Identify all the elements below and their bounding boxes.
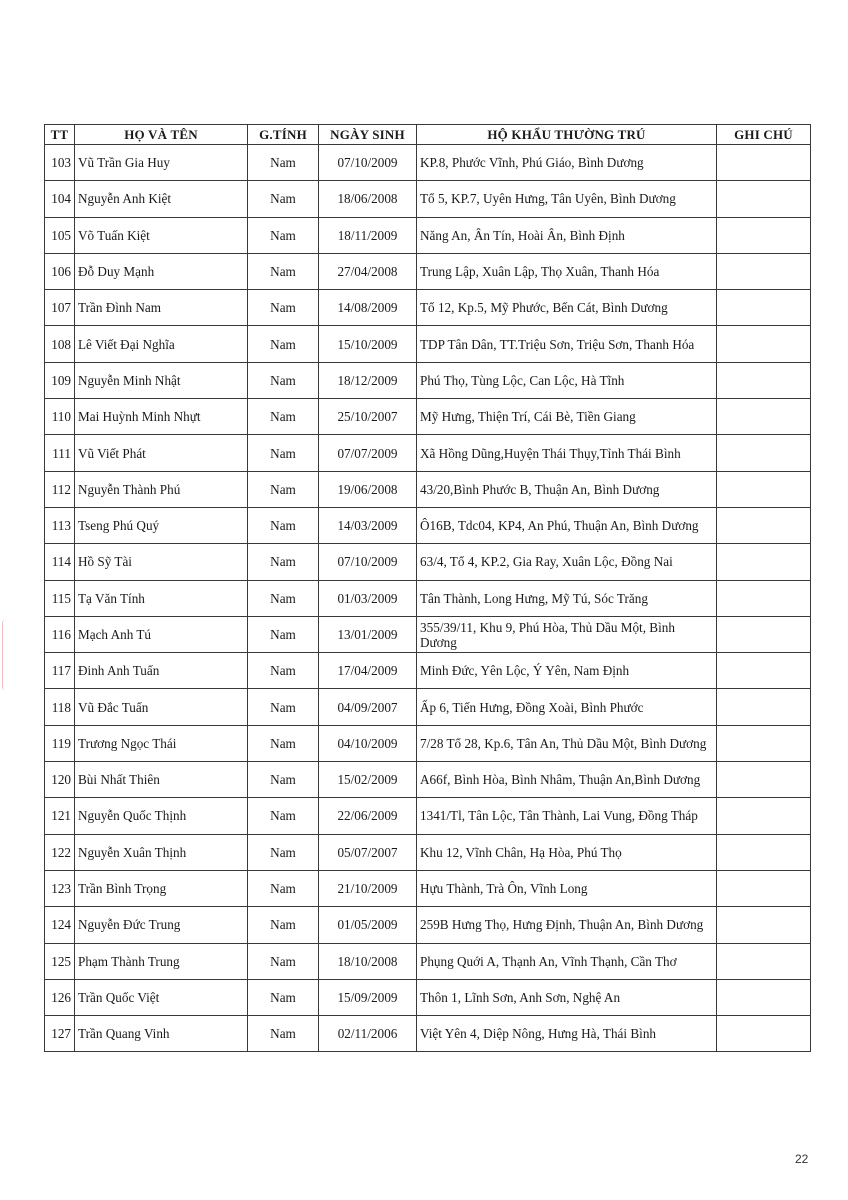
row-number: 109: [45, 362, 75, 398]
student-note: [717, 544, 811, 580]
header-row: [45, 125, 811, 145]
table-row: [45, 689, 811, 725]
student-address: Phụng Quới A, Thạnh An, Vĩnh Thạnh, Cần Thơ: [417, 943, 717, 979]
row-number: 108: [45, 326, 75, 362]
student-name: Tseng Phú Quý: [75, 507, 248, 543]
student-address: 7/28 Tổ 28, Kp.6, Tân An, Thủ Dầu Một, Bình Dương: [417, 725, 717, 761]
student-gender: Nam: [248, 689, 319, 725]
student-address: Khu 12, Vĩnh Chân, Hạ Hòa, Phú Thọ: [417, 834, 717, 870]
student-gender: Nam: [248, 435, 319, 471]
student-note: [717, 689, 811, 725]
student-birthdate: 15/10/2009: [319, 326, 417, 362]
student-birthdate: 18/10/2008: [319, 943, 417, 979]
row-number: 110: [45, 399, 75, 435]
student-name: Bùi Nhất Thiên: [75, 762, 248, 798]
student-note: [717, 870, 811, 906]
student-name: Trần Bình Trọng: [75, 870, 248, 906]
student-birthdate: 01/05/2009: [319, 907, 417, 943]
student-name: Mai Huỳnh Minh Nhựt: [75, 399, 248, 435]
student-address: Trung Lập, Xuân Lập, Thọ Xuân, Thanh Hóa: [417, 253, 717, 289]
table-row: [45, 217, 811, 253]
student-note: [717, 762, 811, 798]
header-dob: NGÀY SINH: [319, 125, 417, 145]
student-name: Nguyễn Anh Kiệt: [75, 181, 248, 217]
student-birthdate: 19/06/2008: [319, 471, 417, 507]
row-number: 113: [45, 507, 75, 543]
student-gender: Nam: [248, 253, 319, 289]
student-gender: Nam: [248, 181, 319, 217]
student-name: Nguyễn Minh Nhật: [75, 362, 248, 398]
student-address: Việt Yên 4, Diệp Nông, Hưng Hà, Thái Bình: [417, 1016, 717, 1052]
student-name: Nguyễn Quốc Thịnh: [75, 798, 248, 834]
student-note: [717, 362, 811, 398]
student-gender: Nam: [248, 725, 319, 761]
student-gender: Nam: [248, 798, 319, 834]
student-name: Phạm Thành Trung: [75, 943, 248, 979]
student-note: [717, 145, 811, 181]
table-row: [45, 362, 811, 398]
student-note: [717, 471, 811, 507]
table-row: [45, 290, 811, 326]
student-gender: Nam: [248, 870, 319, 906]
student-name: Vũ Đắc Tuấn: [75, 689, 248, 725]
row-number: 127: [45, 1016, 75, 1052]
student-birthdate: 01/03/2009: [319, 580, 417, 616]
table-row: [45, 798, 811, 834]
row-number: 122: [45, 834, 75, 870]
header-name: HỌ VÀ TÊN: [75, 125, 248, 145]
student-name: Võ Tuấn Kiệt: [75, 217, 248, 253]
student-gender: Nam: [248, 907, 319, 943]
student-note: [717, 725, 811, 761]
student-address: Ấp 6, Tiến Hưng, Đồng Xoài, Bình Phước: [417, 689, 717, 725]
student-name: Đỗ Duy Mạnh: [75, 253, 248, 289]
student-birthdate: 14/08/2009: [319, 290, 417, 326]
row-number: 123: [45, 870, 75, 906]
student-gender: Nam: [248, 653, 319, 689]
table-row: [45, 435, 811, 471]
student-name: Nguyễn Đức Trung: [75, 907, 248, 943]
student-name: Lê Viết Đại Nghĩa: [75, 326, 248, 362]
student-address: KP.8, Phước Vĩnh, Phú Giáo, Bình Dương: [417, 145, 717, 181]
student-gender: Nam: [248, 1016, 319, 1052]
row-number: 126: [45, 979, 75, 1015]
student-name: Tạ Văn Tính: [75, 580, 248, 616]
student-note: [717, 653, 811, 689]
row-number: 107: [45, 290, 75, 326]
student-note: [717, 181, 811, 217]
student-name: Nguyễn Thành Phú: [75, 471, 248, 507]
student-address: 63/4, Tổ 4, KP.2, Gia Ray, Xuân Lộc, Đồng Nai: [417, 544, 717, 580]
student-address: Tổ 5, KP.7, Uyên Hưng, Tân Uyên, Bình Dương: [417, 181, 717, 217]
header-note: GHI CHÚ: [717, 125, 811, 145]
student-address: Phú Thọ, Tùng Lộc, Can Lộc, Hà Tĩnh: [417, 362, 717, 398]
student-address: Minh Đức, Yên Lộc, Ý Yên, Nam Định: [417, 653, 717, 689]
student-address: Tân Thành, Long Hưng, Mỹ Tú, Sóc Trăng: [417, 580, 717, 616]
row-number: 106: [45, 253, 75, 289]
student-birthdate: 25/10/2007: [319, 399, 417, 435]
row-number: 119: [45, 725, 75, 761]
row-number: 116: [45, 616, 75, 652]
student-birthdate: 14/03/2009: [319, 507, 417, 543]
student-note: [717, 435, 811, 471]
table-row: [45, 725, 811, 761]
student-birthdate: 13/01/2009: [319, 616, 417, 652]
student-note: [717, 834, 811, 870]
student-name: Hồ Sỹ Tài: [75, 544, 248, 580]
student-address: Năng An, Ân Tín, Hoài Ân, Bình Định: [417, 217, 717, 253]
student-note: [717, 907, 811, 943]
student-note: [717, 616, 811, 652]
student-birthdate: 18/12/2009: [319, 362, 417, 398]
student-address: 355/39/11, Khu 9, Phú Hòa, Thủ Dầu Một, Bình Dương: [417, 616, 717, 652]
row-number: 121: [45, 798, 75, 834]
row-number: 104: [45, 181, 75, 217]
student-address: Xã Hồng Dũng,Huyện Thái Thụy,Tỉnh Thái Bình: [417, 435, 717, 471]
table-row: [45, 616, 811, 652]
page-number: 22: [795, 1152, 809, 1166]
student-note: [717, 580, 811, 616]
header-gender: G.TÍNH: [248, 125, 319, 145]
student-address: Thôn 1, Lĩnh Sơn, Anh Sơn, Nghệ An: [417, 979, 717, 1015]
student-name: Nguyễn Xuân Thịnh: [75, 834, 248, 870]
table-row: [45, 762, 811, 798]
table-row: [45, 326, 811, 362]
student-note: [717, 253, 811, 289]
table-row: [45, 943, 811, 979]
table-body: [45, 145, 811, 1052]
row-number: 124: [45, 907, 75, 943]
table-row: [45, 399, 811, 435]
student-birthdate: 18/11/2009: [319, 217, 417, 253]
student-name: Mạch Anh Tú: [75, 616, 248, 652]
row-number: 111: [45, 435, 75, 471]
row-number: 105: [45, 217, 75, 253]
student-birthdate: 04/09/2007: [319, 689, 417, 725]
table-row: [45, 580, 811, 616]
student-name: Trần Quốc Việt: [75, 979, 248, 1015]
student-gender: Nam: [248, 544, 319, 580]
student-birthdate: 04/10/2009: [319, 725, 417, 761]
student-name: Trần Đình Nam: [75, 290, 248, 326]
student-address: 259B Hưng Thọ, Hưng Định, Thuận An, Bình Dương: [417, 907, 717, 943]
student-address: Tổ 12, Kp.5, Mỹ Phước, Bến Cát, Bình Dương: [417, 290, 717, 326]
student-address: TDP Tân Dân, TT.Triệu Sơn, Triệu Sơn, Thanh Hóa: [417, 326, 717, 362]
student-gender: Nam: [248, 507, 319, 543]
student-birthdate: 22/06/2009: [319, 798, 417, 834]
student-birthdate: 15/02/2009: [319, 762, 417, 798]
row-number: 125: [45, 943, 75, 979]
student-gender: Nam: [248, 145, 319, 181]
student-birthdate: 21/10/2009: [319, 870, 417, 906]
table-row: [45, 1016, 811, 1052]
student-birthdate: 15/09/2009: [319, 979, 417, 1015]
student-gender: Nam: [248, 943, 319, 979]
table-row: [45, 507, 811, 543]
table-row: [45, 979, 811, 1015]
row-number: 103: [45, 145, 75, 181]
student-birthdate: 18/06/2008: [319, 181, 417, 217]
student-gender: Nam: [248, 362, 319, 398]
student-address: 1341/Tl, Tân Lộc, Tân Thành, Lai Vung, Đồng Tháp: [417, 798, 717, 834]
student-birthdate: 07/07/2009: [319, 435, 417, 471]
student-note: [717, 798, 811, 834]
student-gender: Nam: [248, 580, 319, 616]
row-number: 112: [45, 471, 75, 507]
student-note: [717, 1016, 811, 1052]
student-note: [717, 290, 811, 326]
student-address: A66f, Bình Hòa, Bình Nhâm, Thuận An,Bình Dương: [417, 762, 717, 798]
table-row: [45, 870, 811, 906]
student-address: Mỹ Hưng, Thiện Trí, Cái Bè, Tiền Giang: [417, 399, 717, 435]
student-name: Vũ Viết Phát: [75, 435, 248, 471]
student-address: Hựu Thành, Trà Ôn, Vĩnh Long: [417, 870, 717, 906]
student-name: Đinh Anh Tuấn: [75, 653, 248, 689]
student-gender: Nam: [248, 834, 319, 870]
student-gender: Nam: [248, 217, 319, 253]
student-roster-table: [44, 124, 811, 1052]
student-name: Trương Ngọc Thái: [75, 725, 248, 761]
student-gender: Nam: [248, 290, 319, 326]
table-row: [45, 145, 811, 181]
student-birthdate: 07/10/2009: [319, 145, 417, 181]
student-note: [717, 326, 811, 362]
student-note: [717, 217, 811, 253]
student-name: Trần Quang Vinh: [75, 1016, 248, 1052]
student-name: Vũ Trần Gia Huy: [75, 145, 248, 181]
table-row: [45, 544, 811, 580]
table-header: [45, 125, 811, 145]
student-gender: Nam: [248, 471, 319, 507]
table-row: [45, 834, 811, 870]
table-row: [45, 181, 811, 217]
table-row: [45, 907, 811, 943]
student-gender: Nam: [248, 979, 319, 1015]
scan-edge-mark: [2, 620, 9, 690]
student-gender: Nam: [248, 399, 319, 435]
row-number: 117: [45, 653, 75, 689]
row-number: 120: [45, 762, 75, 798]
student-gender: Nam: [248, 762, 319, 798]
student-gender: Nam: [248, 326, 319, 362]
student-birthdate: 05/07/2007: [319, 834, 417, 870]
student-address: 43/20,Bình Phước B, Thuận An, Bình Dương: [417, 471, 717, 507]
table-row: [45, 653, 811, 689]
student-birthdate: 17/04/2009: [319, 653, 417, 689]
student-birthdate: 02/11/2006: [319, 1016, 417, 1052]
student-note: [717, 979, 811, 1015]
student-note: [717, 507, 811, 543]
row-number: 118: [45, 689, 75, 725]
student-birthdate: 27/04/2008: [319, 253, 417, 289]
student-note: [717, 399, 811, 435]
student-birthdate: 07/10/2009: [319, 544, 417, 580]
student-note: [717, 943, 811, 979]
header-address: HỘ KHẨU THƯỜNG TRÚ: [417, 125, 717, 145]
table-row: [45, 471, 811, 507]
row-number: 114: [45, 544, 75, 580]
table-row: [45, 253, 811, 289]
student-gender: Nam: [248, 616, 319, 652]
row-number: 115: [45, 580, 75, 616]
student-address: Ô16B, Tdc04, KP4, An Phú, Thuận An, Bình Dương: [417, 507, 717, 543]
header-tt: TT: [45, 125, 75, 145]
